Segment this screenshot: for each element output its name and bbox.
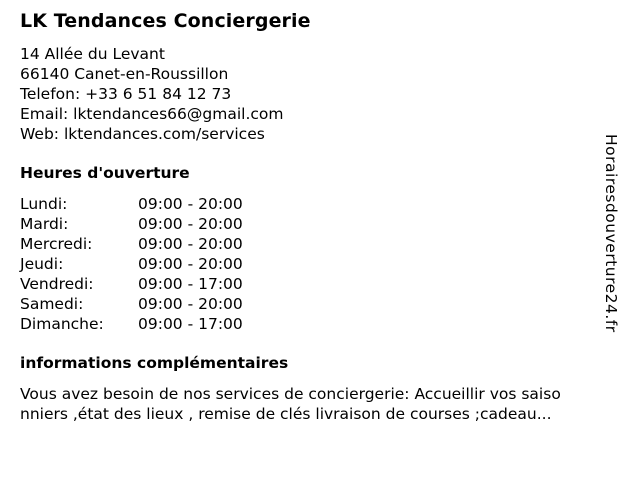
- hours-row-tuesday: [20, 214, 243, 234]
- time-range: 09:00 - 20:00: [138, 295, 243, 313]
- day-label: Vendredi:: [20, 275, 94, 293]
- time-range: 09:00 - 20:00: [138, 235, 243, 253]
- hours-row-thursday: [20, 254, 243, 274]
- time-range: 09:00 - 20:00: [138, 195, 243, 213]
- time-range: 09:00 - 20:00: [138, 215, 243, 233]
- hours-row-monday: [20, 194, 243, 214]
- day-label: Lundi:: [20, 195, 68, 213]
- phone-number: Telefon: +33 6 51 84 12 73: [20, 85, 232, 103]
- info-heading: informations complémentaires: [20, 354, 289, 372]
- email-address: Email: lktendances66@gmail.com: [20, 105, 284, 123]
- website: Web: lktendances.com/services: [20, 125, 265, 143]
- day-label: Mardi:: [20, 215, 69, 233]
- day-label: Jeudi:: [20, 255, 64, 273]
- time-range: 09:00 - 17:00: [138, 275, 243, 293]
- address-block: [20, 44, 283, 144]
- hours-row-sunday: [20, 314, 243, 334]
- hours-row-saturday: [20, 294, 243, 314]
- time-range: 09:00 - 17:00: [138, 315, 243, 333]
- hours-row-wednesday: [20, 234, 243, 254]
- street-address: 14 Allée du Levant: [20, 45, 165, 63]
- day-label: Mercredi:: [20, 235, 93, 253]
- watermark-text: Horairesdouverture24.fr: [602, 134, 620, 333]
- time-range: 09:00 - 20:00: [138, 255, 243, 273]
- hours-table: [20, 194, 243, 334]
- info-line: nniers ,état des lieux , remise de clés livraison de courses ;cadeau...: [20, 405, 552, 423]
- info-line: Vous avez besoin de nos services de conciergerie: Accueillir vos saiso: [20, 385, 561, 403]
- day-label: Samedi:: [20, 295, 84, 313]
- hours-row-friday: [20, 274, 243, 294]
- page-title: LK Tendances Conciergerie: [20, 10, 311, 32]
- day-label: Dimanche:: [20, 315, 104, 333]
- info-text: [20, 384, 620, 424]
- hours-heading: Heures d'ouverture: [20, 164, 190, 182]
- city-postal: 66140 Canet-en-Roussillon: [20, 65, 229, 83]
